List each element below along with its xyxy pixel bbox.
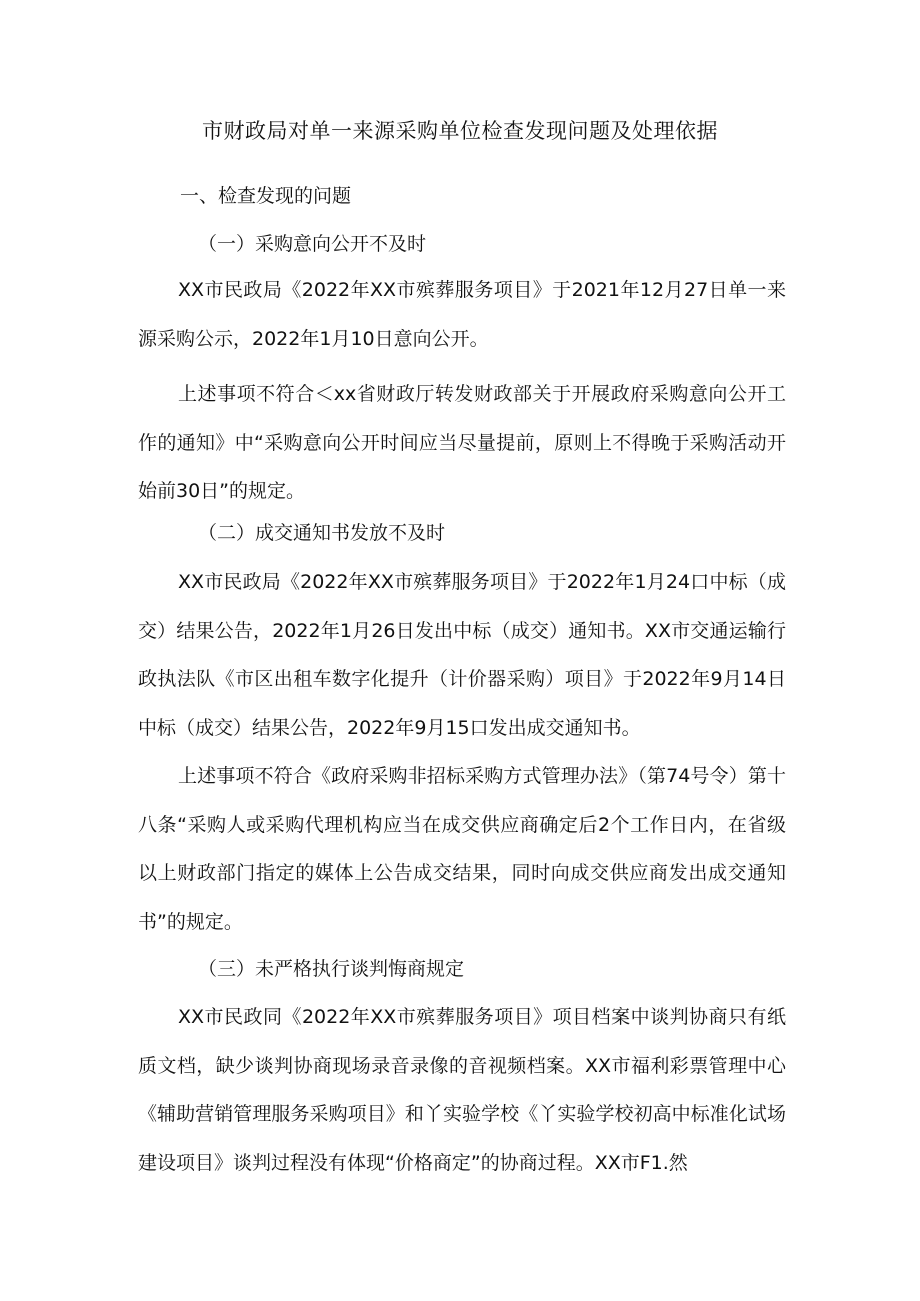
subheading-intent-disclosure: （一）采购意向公开不及时 xyxy=(198,233,427,255)
paragraph-notice-basis: 上述事项不符合《政府采购非招标采购方式管理办法》（第74号令）第十八条“采购人或采购代理机构应当在成交供应商确定后2个工作日内，在省级以上财政部门指定的媒体上公告成交结果，同时向成交供应商发出成交通知书”的规定。 xyxy=(138,765,786,933)
paragraph-negotiation-facts: XX市民政同《2022年XX市殡葬服务项目》项目档案中谈判协商只有纸质文档，缺少谈判协商现场录音录像的音视频档案。XX市福利彩票管理中心《辅助营销管理服务采购项目》和丫实验学校《丫实验学校初高中标准化试场建设项目》谈判过程没有体现“价格商定”的协商过程。XX市F1.然 xyxy=(138,1006,786,1174)
paragraph-notice-facts: XX市民政局《2022年XX市殡葬服务项目》于2022年1月24口中标（成交）结果公告，2022年1月26日发出中标（成交）通知书。XX市交通运输行政执法队《市区出租车数字化提升（计价器采购）项目》于2022年9月14日中标（成交）结果公告，2022年9月15口发出成交通知书。 xyxy=(138,571,786,739)
document-title: 市财政局对单一来源采购单位检查发现问题及处理依据 xyxy=(202,119,718,143)
section-heading-problems: 一、检查发现的问题 xyxy=(180,185,352,207)
subheading-notice-issuance: （二）成交通知书发放不及时 xyxy=(198,522,446,544)
subheading-negotiation: （三）未严格执行谈判悔商规定 xyxy=(198,958,465,980)
paragraph-intent-facts: XX市民政局《2022年XX市殡葬服务项目》于2021年12月27日单一来源采购公示，2022年1月10日意向公开。 xyxy=(138,279,786,350)
paragraph-intent-basis: 上述事项不符合＜xx省财政厅转发财政部关于开展政府采购意向公开工作的通知》中“采购意向公开时间应当尽量提前，原则上不得晚于采购活动开始前30日”的规定。 xyxy=(138,383,786,502)
